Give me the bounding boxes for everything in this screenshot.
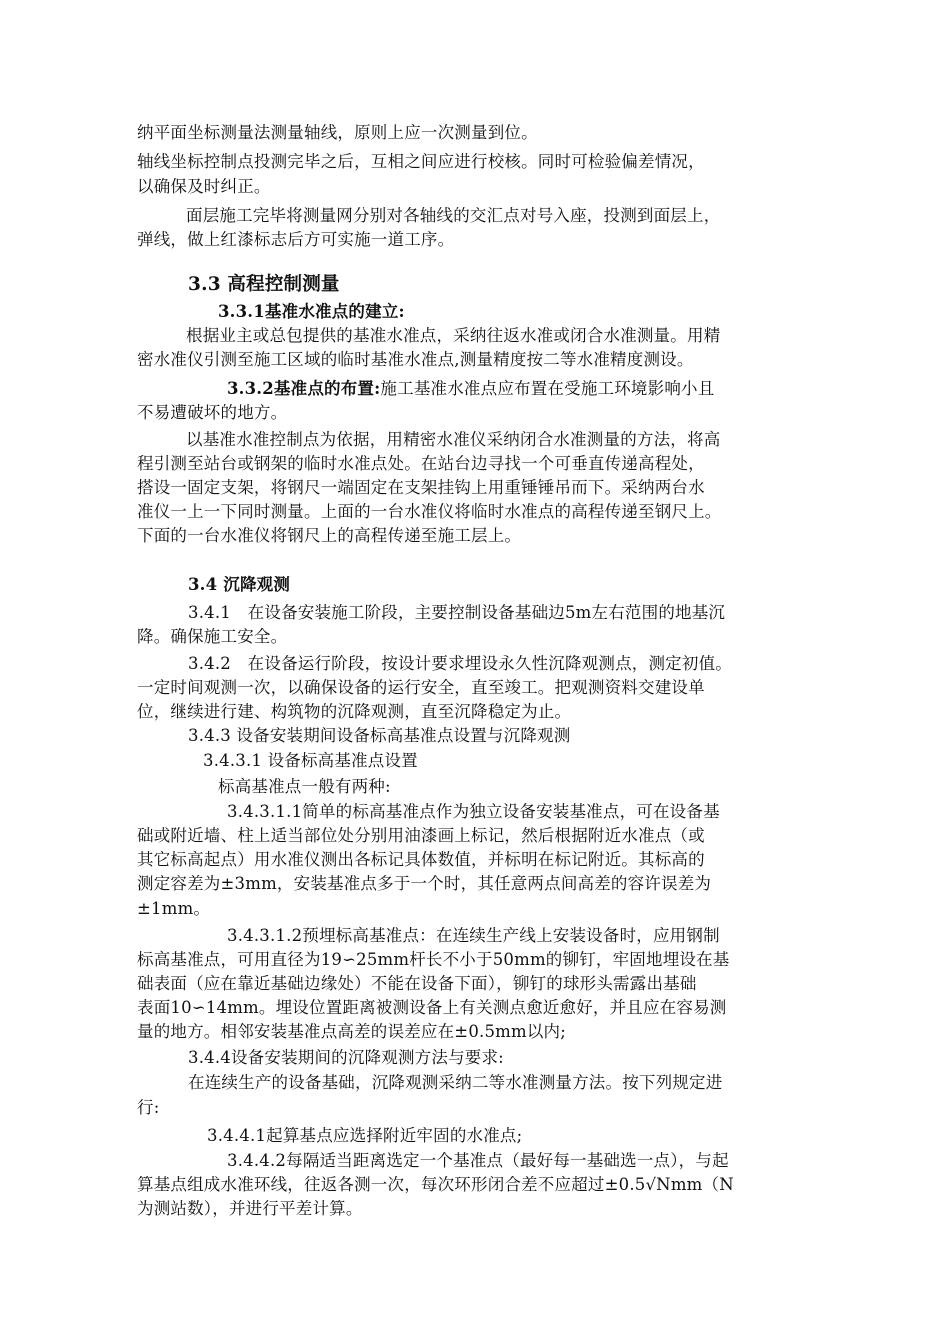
paragraph-line: 根据业主或总包提供的基准水准点，采纳往返水准或闭合水准测量。用精 <box>186 326 721 345</box>
paragraph-line: 3.4.4设备安装期间的沉降观测方法与要求: <box>188 1048 504 1067</box>
paragraph-line: 标高基准点一般有两种: <box>218 777 391 796</box>
paragraph-line: 降。确保施工安全。 <box>137 627 288 646</box>
inline-bold-heading: 3.3.2基准点的布置: <box>227 379 381 398</box>
paragraph-line: 3.4.3 设备安装期间设备标高基准点设置与沉降观测 <box>188 726 571 745</box>
paragraph-line: 3.4.4.1起算基点应选择附近牢固的水准点; <box>207 1126 523 1145</box>
paragraph-line: 其它标高起点）用水准仪测出各标记具体数值，并标明在标记附近。其标高的 <box>137 850 705 869</box>
inline-text: 施工基准水准点应布置在受施工环境影响小且 <box>380 379 715 398</box>
paragraph-line: 以确保及时纠正。 <box>137 177 271 196</box>
paragraph-line: 算基点组成水准环线，往返各测一次，每次环形闭合差不应超过±0.5√Nmm（N <box>137 1175 734 1194</box>
paragraph-line: 准仪一上一下同时测量。上面的一台水准仪将临时水准点的高程传递至钢尺上。 <box>137 502 722 521</box>
paragraph-line: 弹线，做上红漆标志后方可实施一道工序。 <box>137 230 455 249</box>
paragraph-line: 面层施工完毕将测量网分别对各轴线的交汇点对号入座，投测到面层上， <box>186 206 721 225</box>
paragraph-line: 以基准水准控制点为依据，用精密水准仪采纳闭合水准测量的方法，将高 <box>186 430 721 449</box>
paragraph-line: 础或附近墙、柱上适当部位处分别用油漆画上标记，然后根据附近水准点（或 <box>137 826 705 845</box>
paragraph-line: 3.4.1 在设备安装施工阶段，主要控制设备基础边5m左右范围的地基沉 <box>188 603 726 622</box>
paragraph-line: 密水准仪引测至施工区域的临时基准水准点,测量精度按二等水准精度测设。 <box>137 350 694 369</box>
paragraph-line: 3.4.3.1.1简单的标高基准点作为独立设备安装基准点，可在设备基 <box>227 802 720 821</box>
paragraph-line: 纳平面坐标测量法测量轴线，原则上应一次测量到位。 <box>137 123 538 142</box>
paragraph-line: 3.4.2 在设备运行阶段，按设计要求埋设永久性沉降观测点，测定初值。 <box>188 654 732 673</box>
paragraph-line: 下面的一台水准仪将钢尺上的高程传递至施工层上。 <box>137 526 522 545</box>
paragraph-line: 标高基准点，可用直径为19∽25mm杆长不小于50mm的铆钉，牢固地埋设在基 <box>137 950 730 969</box>
paragraph-line: 在连续生产的设备基础，沉降观测采纳二等水准测量方法。按下列规定进 <box>188 1073 723 1092</box>
paragraph-line: 一定时间观测一次，以确保设备的运行安全，直至竣工。把观测资料交建设单 <box>137 678 705 697</box>
paragraph-line: 行: <box>137 1098 160 1117</box>
paragraph-line: 3.4.3.1.2预埋标高基准点：在连续生产线上安装设备时，应用钢制 <box>227 926 720 945</box>
paragraph-line: 3.4.3.1 设备标高基准点设置 <box>203 751 418 770</box>
paragraph-line: 搭设一固定支架，将钢尺一端固定在支架挂钩上用重锤锤吊而下。采纳两台水 <box>137 478 705 497</box>
section-heading: 3.3 高程控制测量 <box>188 274 340 295</box>
paragraph-line <box>227 377 714 401</box>
paragraph-line: 3.4.4.2每隔适当距离选定一个基准点（最好每一基础选一点），与起 <box>227 1151 729 1170</box>
paragraph-line: 表面10∽14mm。埋设位置距离被测设备上有关测点愈近愈好，并且应在容易测 <box>137 998 727 1017</box>
paragraph-line: 为测站数），并进行平差计算。 <box>137 1199 363 1218</box>
paragraph-line: 不易遭破坏的地方。 <box>137 403 288 422</box>
paragraph-line: 程引测至站台或钢架的临时水准点处。在站台边寻找一个可垂直传递高程处， <box>137 454 705 473</box>
paragraph-line: 量的地方。相邻安装基准点高差的误差应在±0.5mm以内; <box>137 1022 567 1041</box>
paragraph-line: 位，继续进行建、构筑物的沉降观测，直至沉降稳定为止。 <box>137 702 572 721</box>
paragraph-line: 础表面（应在靠近基础边缘处）不能在设备下面），铆钉的球形头需露出基础 <box>137 974 697 993</box>
paragraph-line: 测定容差为±3mm，安装基准点多于一个时，其任意两点间高差的容许误差为 <box>137 874 712 893</box>
paragraph-line: 轴线坐标控制点投测完毕之后，互相之间应进行校核。同时可检验偏差情况， <box>137 152 705 171</box>
paragraph-line: ±1mm。 <box>137 899 211 918</box>
section-heading: 3.4 沉降观测 <box>188 575 291 594</box>
subsection-heading: 3.3.1基准水准点的建立: <box>218 302 405 321</box>
